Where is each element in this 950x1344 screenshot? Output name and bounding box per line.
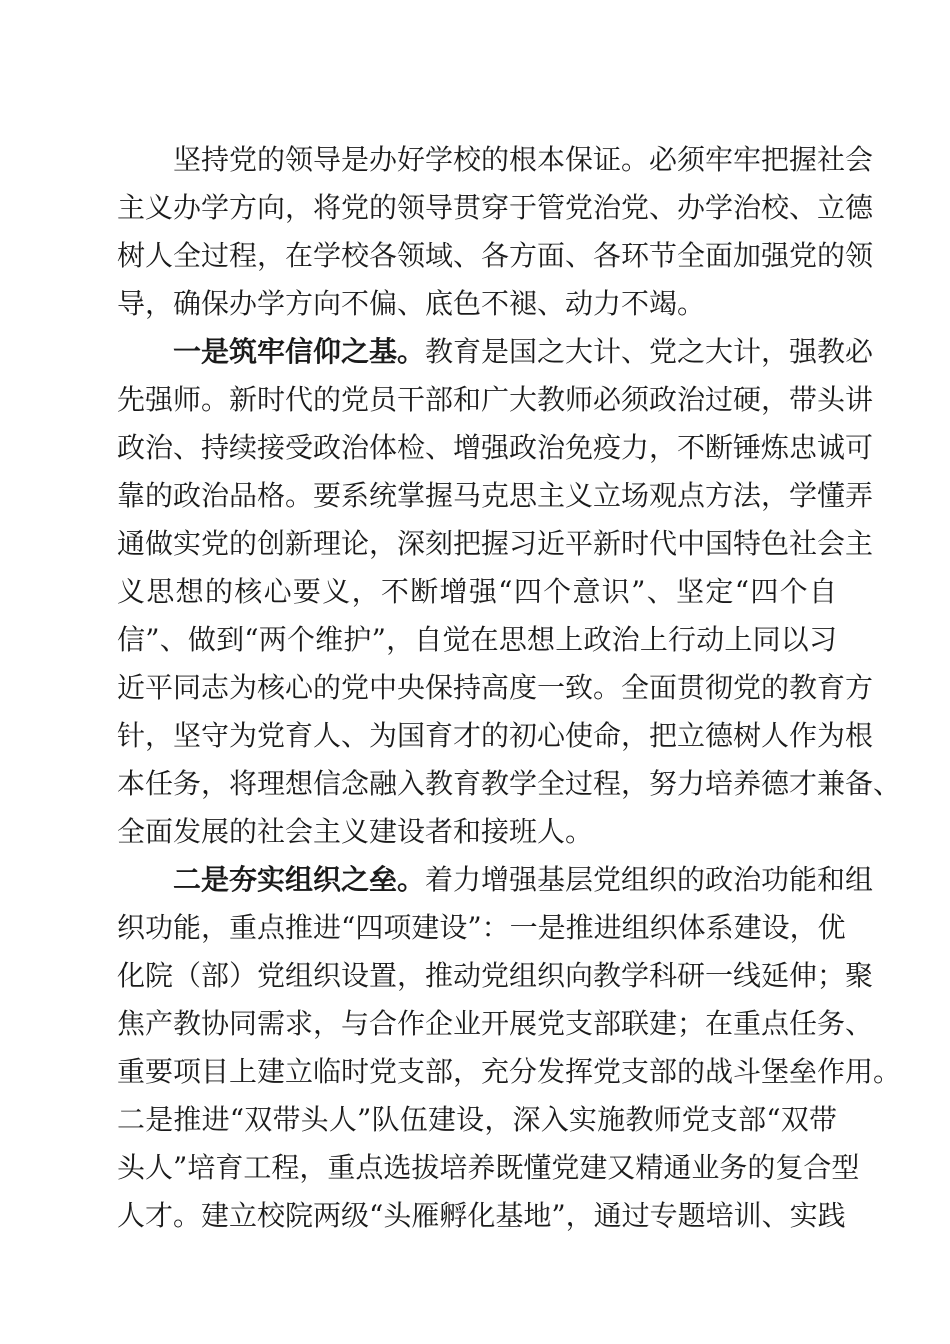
p1-line-2: 主义办学方向，将党的领导贯穿于管党治党、办学治校、立德 — [117, 191, 874, 224]
p2-heading: 一是筑牢信仰之基。 — [173, 335, 426, 368]
p2-line-8: 近平同志为核心的党中央保持高度一致。全面贯彻党的教育方 — [117, 671, 874, 704]
p3-line-3: 化院（部）党组织设置，推动党组织向教学科研一线延伸；聚 — [117, 959, 874, 992]
p3-heading: 二是夯实组织之垒。 — [173, 863, 426, 896]
p2-line-11: 全面发展的社会主义建设者和接班人。 — [117, 815, 594, 848]
p2-line-6: 义思想的核心要义，不断增强“四个意识”、坚定“四个自 — [117, 575, 837, 608]
p1-line-3: 树人全过程，在学校各领域、各方面、各环节全面加强党的领 — [117, 239, 874, 272]
p3-line-1-rest: 着力增强基层党组织的政治功能和组 — [425, 863, 874, 896]
p2-line-7: 信”、做到“两个维护”，自觉在思想上政治上行动上同以习 — [117, 623, 837, 656]
p3-line-5: 重要项目上建立临时党支部，充分发挥党支部的战斗堡垒作用。 — [117, 1055, 902, 1088]
p3-line-1 — [173, 860, 874, 900]
p2-line-2: 先强师。新时代的党员干部和广大教师必须政治过硬，带头讲 — [117, 383, 874, 416]
p2-line-10: 本任务，将理想信念融入教育教学全过程，努力培养德才兼备、 — [117, 767, 902, 800]
p3-line-4: 焦产教协同需求，与合作企业开展党支部联建；在重点任务、 — [117, 1007, 874, 1040]
p3-line-7: 头人”培育工程，重点选拔培养既懂党建又精通业务的复合型 — [117, 1151, 860, 1184]
p3-line-6: 二是推进“双带头人”队伍建设，深入实施教师党支部“双带 — [117, 1103, 837, 1136]
p2-line-1-rest: 教育是国之大计、党之大计，强教必 — [425, 335, 874, 368]
p2-line-5: 通做实党的创新理论，深刻把握习近平新时代中国特色社会主 — [117, 527, 874, 560]
p2-line-4: 靠的政治品格。要系统掌握马克思主义立场观点方法，学懂弄 — [117, 479, 874, 512]
p2-line-1 — [173, 332, 874, 372]
p2-line-3: 政治、持续接受政治体检、增强政治免疫力，不断锤炼忠诚可 — [117, 431, 874, 464]
p2-line-9: 针，坚守为党育人、为国育才的初心使命，把立德树人作为根 — [117, 719, 874, 752]
p3-line-8: 人才。建立校院两级“头雁孵化基地”，通过专题培训、实践 — [117, 1199, 846, 1232]
p1-line-1: 坚持党的领导是办好学校的根本保证。必须牢牢把握社会 — [173, 143, 874, 176]
p1-line-4: 导，确保办学方向不偏、底色不褪、动力不竭。 — [117, 287, 706, 320]
p3-line-2: 织功能，重点推进“四项建设”：一是推进组织体系建设，优 — [117, 911, 846, 944]
